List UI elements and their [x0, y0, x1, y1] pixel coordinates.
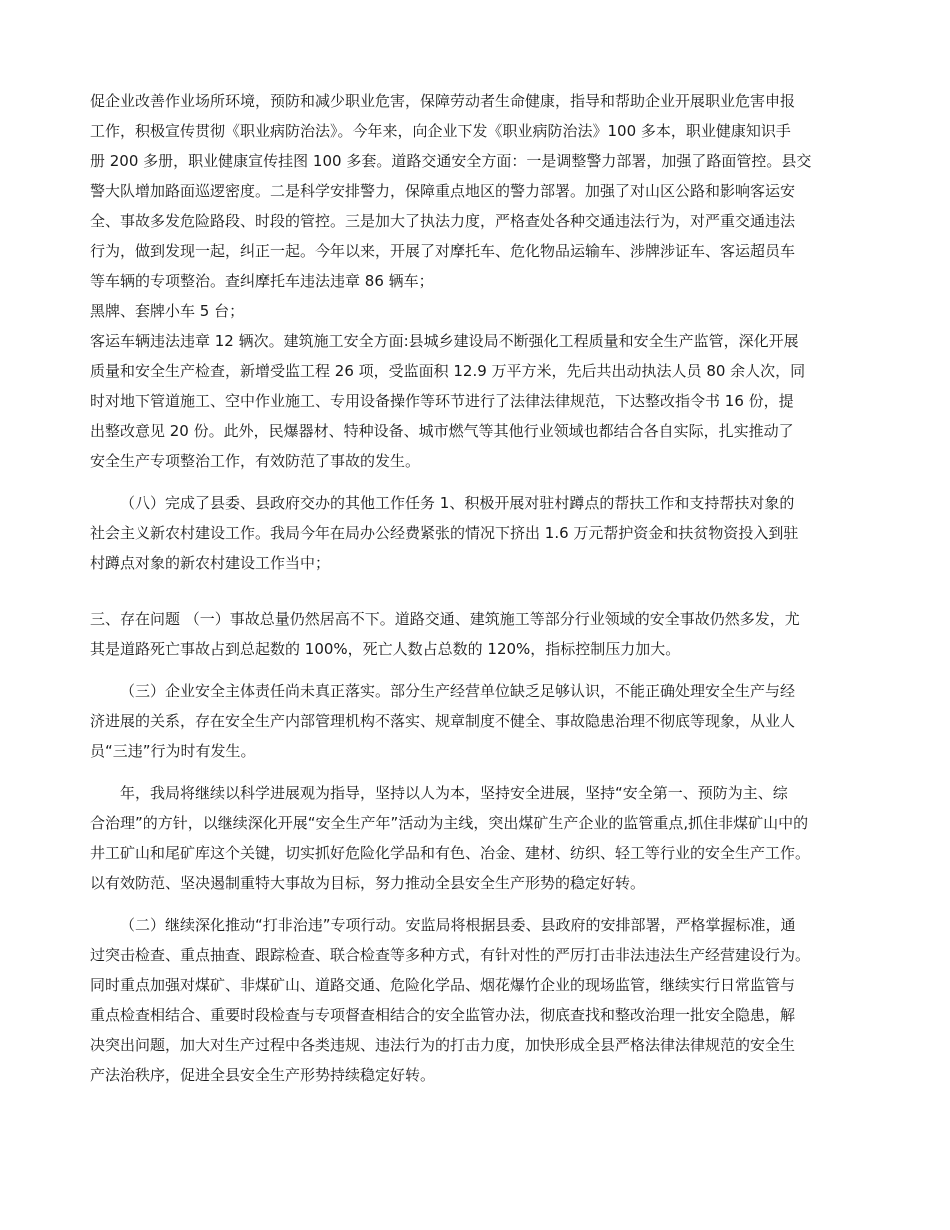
text-line: 工作，积极宣传贯彻《职业病防治法》。今年来，向企业下发《职业病防治法》100 多本，职业健康知识手 — [90, 122, 791, 140]
paragraph-existing-problems — [90, 604, 870, 664]
text-line: （三）企业安全主体责任尚未真正落实。部分生产经营单位缺乏足够认识，不能正确处理安全生产与经 — [120, 682, 796, 700]
paragraph-enterprise-responsibility — [90, 676, 870, 766]
document-page — [90, 86, 870, 1102]
text-line: 济进展的关系，存在安全生产内部管理机构不落实、规章制度不健全、事故隐患治理不彻底等现象，从业人 — [90, 712, 796, 730]
text-line: 全、事故多发危险路段、时段的管控。三是加大了执法力度，严格查处各种交通违法行为，对严重交通违法 — [90, 212, 796, 230]
text-line: 社会主义新农村建设工作。我局今年在局办公经费紧张的情况下挤出 1.6 万元帮护资金和扶贫物资投入到驻 — [90, 524, 799, 542]
paragraph-special-action — [90, 910, 870, 1090]
text-line: 以有效防范、坚决遏制重特大事故为目标，努力推动全县安全生产形势的稳定好转。 — [90, 874, 646, 892]
text-line: 决突出问题，加大对生产过程中各类违规、违法行为的打击力度，加快形成全县严格法律法律规范的安全生 — [90, 1036, 796, 1054]
text-line: 促企业改善作业场所环境，预防和减少职业危害，保障劳动者生命健康，指导和帮助企业开展职业危害申报 — [90, 92, 796, 110]
text-line: （二）继续深化推动“打非治违”专项行动。安监局将根据县委、县政府的安排部署，严格掌握标准，通 — [120, 916, 796, 934]
text-line: 安全生产专项整治工作，有效防范了事故的发生。 — [90, 452, 421, 470]
paragraph-other-tasks — [90, 488, 870, 578]
text-line: 其是道路死亡事故占到总起数的 100%，死亡人数占总数的 120%，指标控制压力加大。 — [90, 640, 681, 658]
paragraph-occupational-and-traffic — [90, 86, 870, 476]
text-line: 三、存在问题 （一）事故总量仍然居高不下。道路交通、建筑施工等部分行业领域的安全事故仍然多发，尤 — [90, 610, 800, 628]
text-line: 同时重点加强对煤矿、非煤矿山、道路交通、危险化学品、烟花爆竹企业的现场监管，继续实行日常监管与 — [90, 976, 796, 994]
paragraph-next-year-plan — [90, 778, 870, 898]
text-line: 客运车辆违法违章 12 辆次。建筑施工安全方面:县城乡建设局不断强化工程质量和安全生产监管，深化开展 — [90, 332, 799, 350]
text-line: 合治理”的方针，以继续深化开展“安全生产年”活动为主线，突出煤矿生产企业的监管重点,抓住非煤矿山中的 — [90, 814, 809, 832]
text-line: 井工矿山和尾矿库这个关键，切实抓好危险化学品和有色、冶金、建材、纺织、轻工等行业的安全生产工作。 — [90, 844, 811, 862]
text-line: 出整改意见 20 份。此外，民爆器材、特种设备、城市燃气等其他行业领域也都结合各自实际，扎实推动了 — [90, 422, 794, 440]
text-line: 过突击检查、重点抽查、跟踪检查、联合检查等多种方式，有针对性的严厉打击非法违法生产经营建设行为。 — [90, 946, 811, 964]
text-line: 年，我局将继续以科学进展观为指导，坚持以人为本，坚持安全进展，坚持“安全第一、预防为主、综 — [120, 784, 788, 802]
text-line: 警大队增加路面巡逻密度。二是科学安排警力，保障重点地区的警力部署。加强了对山区公路和影响客运安 — [90, 182, 796, 200]
text-line: 质量和安全生产检查，新增受监工程 26 项，受监面积 12.9 万平方米，先后共出动执法人员 80 余人次，同 — [90, 362, 806, 380]
text-line: 黑牌、套牌小车 5 台； — [90, 302, 245, 320]
text-line: 重点检查相结合、重要时段检查与专项督查相结合的安全监管办法，彻底查找和整改治理一批安全隐患，解 — [90, 1006, 796, 1024]
text-line: 员“三违”行为时有发生。 — [90, 742, 256, 760]
text-line: 行为，做到发现一起，纠正一起。今年以来，开展了对摩托车、危化物品运输车、涉牌涉证车、客运超员车 — [90, 242, 796, 260]
text-line: 册 200 多册，职业健康宣传挂图 100 多套。道路交通安全方面：一是调整警力部署，加强了路面管控。县交 — [90, 152, 812, 170]
text-line: 产法治秩序，促进全县安全生产形势持续稳定好转。 — [90, 1066, 436, 1084]
text-line: 村蹲点对象的新农村建设工作当中； — [90, 554, 331, 572]
text-line: （八）完成了县委、县政府交办的其他工作任务 1、积极开展对驻村蹲点的帮扶工作和支持帮扶对象的 — [120, 494, 795, 512]
text-line: 等车辆的专项整治。查纠摩托车违法违章 86 辆车； — [90, 272, 434, 290]
text-line: 时对地下管道施工、空中作业施工、专用设备操作等环节进行了法律法律规范，下达整改指令书 16 份，提 — [90, 392, 794, 410]
